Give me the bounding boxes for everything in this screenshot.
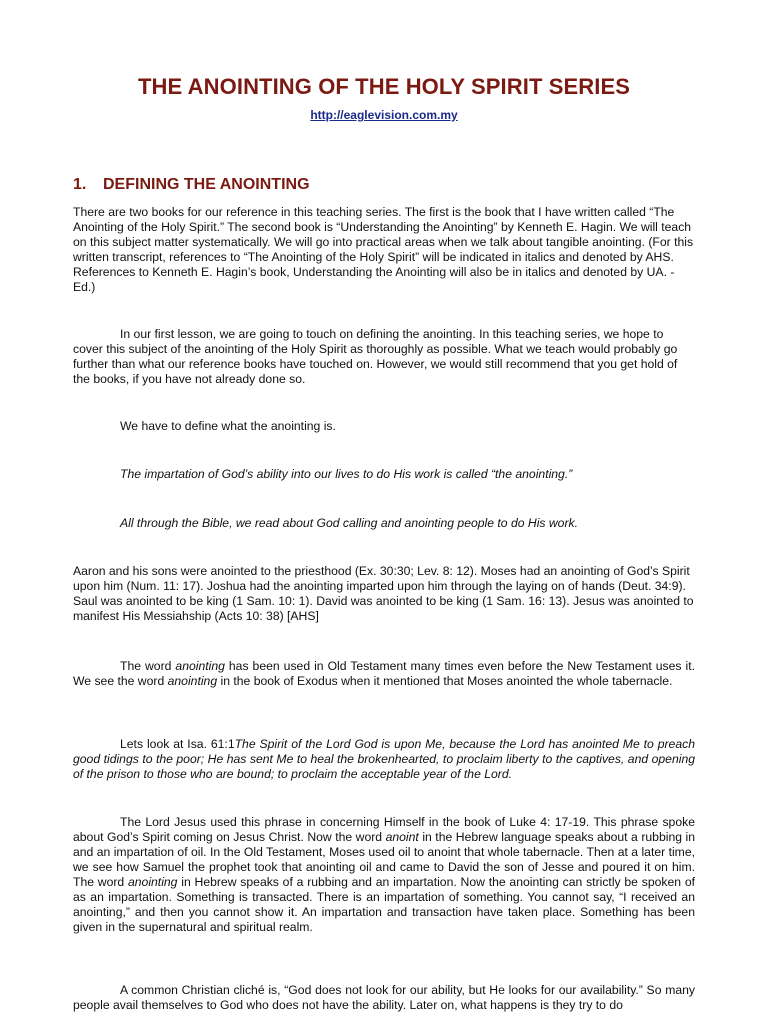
section-title: DEFINING THE ANOINTING <box>103 176 310 193</box>
text-run: The word <box>120 659 176 673</box>
text-run: The Lord Jesus used this phrase in concerning Himself in the book of Luke 4: 17-19. This phrase spoke about God’s Spirit coming on Jesus Christ. Now the word <box>73 815 695 844</box>
paragraph-define: We have to define what the anointing is. <box>120 419 336 433</box>
paragraph-intro: There are two books for our reference in this teaching series. The first is the book that I have written called “The Anointing of the Holy Spirit.” The second book is “Understanding the Anointing” by Kenneth E. Hagin. We will teach on this subject matter systematically. We will go into practical areas when we talk about tangible anointing. (For this written transcript, references to “The Anointing of the Holy Spirit” will be indicated in italics and denoted by AHS. References to Kenneth E. Hagin’s book, Understanding the Anointing will also be in italics and denoted by UA. - Ed.) <box>73 205 694 294</box>
paragraph-anointed-people: Aaron and his sons were anointed to the priesthood (Ex. 30:30; Lev. 8: 12). Moses had an anointing of God’s Spirit upon him (Num. 11: 17). Joshua had the anointing imparted upon him through the laying on of hands (Deut. 34:9). Saul was anointed to be king (1 Sam. 10: 1). David was anointed to be king (1 Sam. 16: 13). Jesus was anointed to manifest His Messiahship (Acts 10: 38) [AHS] <box>73 564 694 623</box>
text-run-italic: anointing <box>167 674 218 688</box>
paragraph-definition <box>73 467 695 482</box>
website-link[interactable]: http://eaglevision.com.my <box>310 108 458 122</box>
text-run-italic: anointing <box>175 659 225 673</box>
text-run-italic: anointing <box>127 875 178 889</box>
text-run-italic: anoint <box>385 830 419 844</box>
paragraph-bible-calling <box>73 516 695 531</box>
text-run: in the Hebrew language speaks about a rubbing in and an impartation of oil. In the Old Testament, Moses used oil to anoint that whole tabernacle. Then at a later time, we see how Samuel the prophet took that anointing oil and came to David the son of Jesse and poured it on him. The word <box>73 830 695 889</box>
paragraph-word-anointing <box>73 659 695 689</box>
section-number: 1. <box>73 176 87 193</box>
text-run: Lets look at Isa. 61:1 <box>120 737 235 751</box>
bible-calling-italic: All through the Bible, we read about God calling and anointing people to do His work. <box>120 516 579 530</box>
text-run: has been used in Old Testament many times even before the New Testament uses it. We see the word <box>73 659 695 688</box>
paragraph-isaiah <box>73 737 695 782</box>
section-heading <box>73 176 310 194</box>
document-title: THE ANOINTING OF THE HOLY SPIRIT SERIES <box>137 74 631 99</box>
definition-italic: The impartation of God’s ability into our lives to do His work is called “the anointing.” <box>120 467 573 481</box>
text-run: in Hebrew speaks of a rubbing and an impartation. Now the anointing can strictly be spoken of as an impartation. Something is transacted. There is an impartation of something. You cannot say, “I received an anointing,” and then you cannot show it. An impartation and transaction have taken place. Something has been given in the supernatural and spiritual realm. <box>73 875 695 934</box>
scripture-quote-italic: The Spirit of the Lord God is upon Me, because the Lord has anointed Me to preach good tidings to the poor; He has sent Me to heal the brokenhearted, to proclaim liberty to the captives, and opening of the prison to those who are bound; to proclaim the acceptable year of the Lord. <box>73 737 695 781</box>
paragraph-cliche: A common Christian cliché is, “God does not look for our ability, but He looks for our availability.” So many people avail themselves to God who does not have the ability. Later on, what happens is they try to do <box>73 983 695 1012</box>
text-run: in the book of Exodus when it mentioned that Moses anointed the whole tabernacle. <box>217 674 673 688</box>
website-link-container <box>0 108 768 122</box>
paragraph-first-lesson: In our first lesson, we are going to touch on defining the anointing. In this teaching series, we hope to cover this subject of the anointing of the Holy Spirit as thoroughly as possible. What we teach would probably go further than what our reference books have touched on. However, we would still recommend that you get hold of the books, if you have not already done so. <box>73 327 678 386</box>
paragraph-luke <box>73 815 695 935</box>
